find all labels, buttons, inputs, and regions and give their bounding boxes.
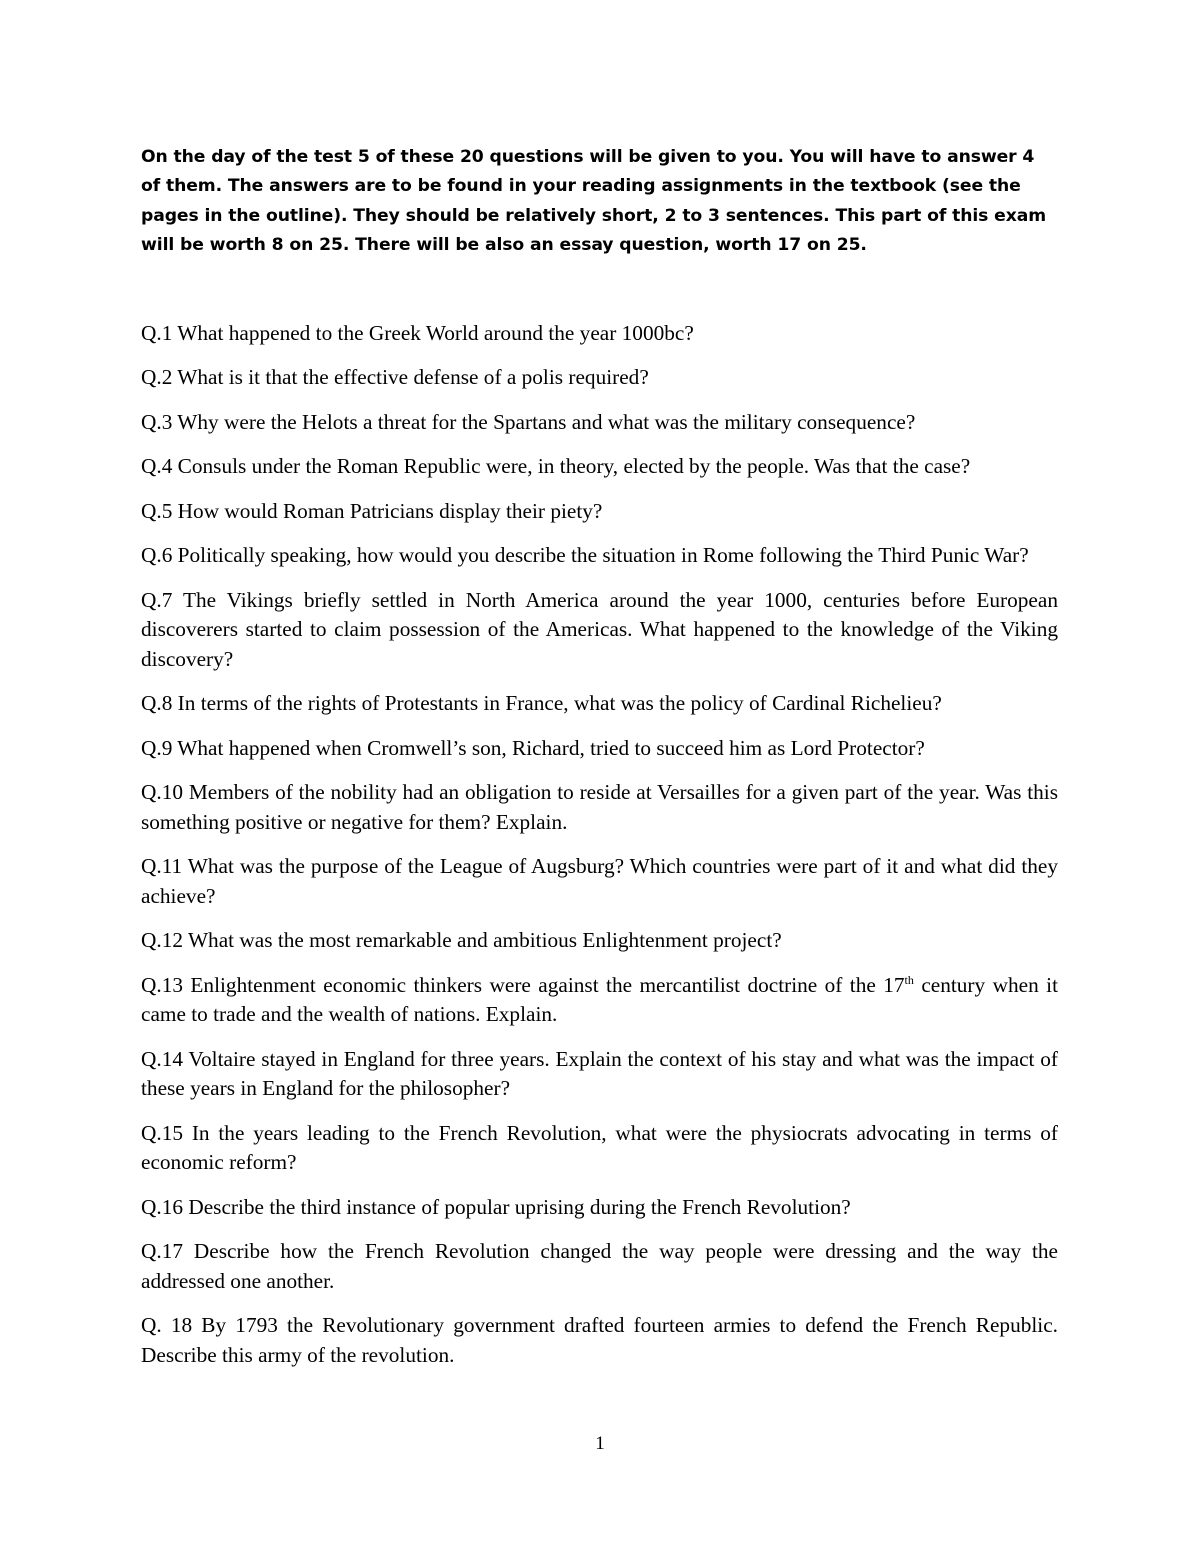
question-12: Q.12 What was the most remarkable and ambitious Enlightenment project? (141, 928, 782, 953)
question-list (141, 319, 1058, 1371)
instructions-paragraph: On the day of the test 5 of these 20 questions will be given to you. You will have to answer 4 of them. The answers are to be found in your reading assignments in the textbook (see the pages in the outline). They should be relatively short, 2 to 3 sentences. This part of this exam will be worth 8 on 25. There will be also an essay question, worth 17 on 25. (141, 147, 1047, 256)
question-13-text-start: Q.13 Enlightenment economic thinkers were against the mercantilist doctrine of the 17 (141, 972, 905, 997)
question-1: Q.1 What happened to the Greek World around the year 1000bc? (141, 320, 694, 345)
document-page (141, 143, 1058, 1385)
question-9: Q.9 What happened when Cromwell’s son, Richard, tried to succeed him as Lord Protector? (141, 735, 925, 760)
question-3: Q.3 Why were the Helots a threat for the Spartans and what was the military consequence? (141, 409, 916, 434)
question-13-ordinal-suffix: th (904, 972, 914, 987)
question-10: Q.10 Members of the nobility had an obligation to reside at Versailles for a given part of the year. Was this something positive or negative for them? Explain. (141, 780, 1058, 834)
question-6: Q.6 Politically speaking, how would you describe the situation in Rome following the Third Punic War? (141, 543, 1029, 568)
question-2: Q.2 What is it that the effective defense of a polis required? (141, 365, 649, 390)
page-number: 1 (595, 1433, 605, 1454)
question-17: Q.17 Describe how the French Revolution changed the way people were dressing and the way the addressed one another. (141, 1239, 1058, 1293)
question-16: Q.16 Describe the third instance of popular uprising during the French Revolution? (141, 1194, 851, 1219)
question-4: Q.4 Consuls under the Roman Republic were, in theory, elected by the people. Was that the case? (141, 454, 971, 479)
question-14: Q.14 Voltaire stayed in England for three years. Explain the context of his stay and what was the impact of these years in England for the philosopher? (141, 1046, 1058, 1101)
question-15: Q.15 In the years leading to the French Revolution, what were the physiocrats advocating in terms of economic reform? (141, 1120, 1058, 1175)
question-8: Q.8 In terms of the rights of Protestants in France, what was the policy of Cardinal Richelieu? (141, 691, 942, 716)
question-18: Q. 18 By 1793 the Revolutionary government drafted fourteen armies to defend the French Republic. Describe this army of the revolution. (141, 1313, 1058, 1367)
question-13 (141, 971, 1058, 1030)
question-11: Q.11 What was the purpose of the League of Augsburg? Which countries were part of it and what did they achieve? (141, 854, 1058, 908)
question-7: Q.7 The Vikings briefly settled in North America around the year 1000, centuries before European discoverers started to claim possession of the Americas. What happened to the knowledge of the Viking discovery? (141, 587, 1058, 671)
question-13-text-end: century when it came to trade and the wealth of nations. Explain. (141, 972, 1058, 1027)
question-5: Q.5 How would Roman Patricians display their piety? (141, 498, 603, 523)
